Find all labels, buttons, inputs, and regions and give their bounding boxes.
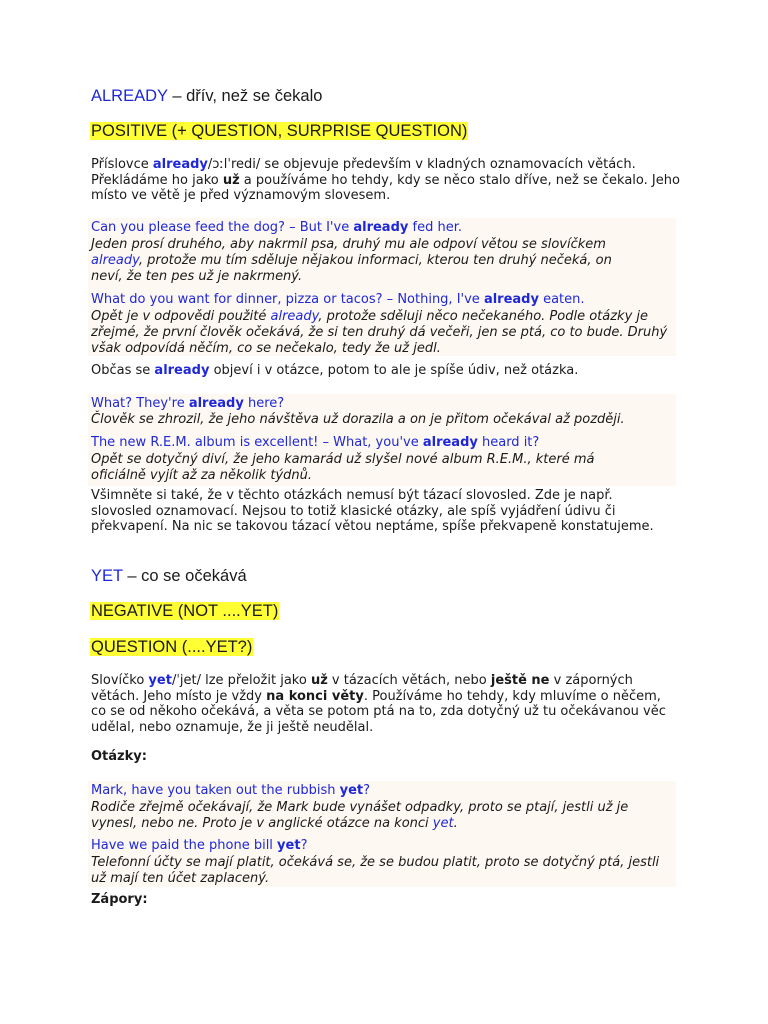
positive-subheading: POSITIVE (+ QUESTION, SURPRISE QUESTION) <box>91 122 468 140</box>
example-sentence: Have we paid the phone bill yet? <box>91 838 308 853</box>
yet-heading-keyword: YET <box>91 567 123 585</box>
example-sentence: What? They're already here? <box>91 396 285 411</box>
yet-heading-meaning: – co se očekává <box>122 567 247 585</box>
negatives-label: Zápory: <box>91 892 148 907</box>
example-sentence: Mark, have you taken out the rubbish yet? <box>91 783 371 798</box>
example-sentence: The new R.E.M. album is excellent! – What, you've already heard it? <box>91 435 540 450</box>
already-keyword: already <box>152 157 208 172</box>
negative-subheading: NEGATIVE (NOT ....YET) <box>91 602 279 620</box>
yet-intro-paragraph: Slovíčko yet/ˈjet/ lze přeložit jako už v tázacích větách, nebo ještě ne v záporných větách. Jeho místo je vždy na konci věty. Používáme ho tehdy, kdy mluvíme o něčem, co se od někoho očekává, a věta se potom ptá na to, zda dotyčný už tu očekávanou věc udělal, nebo oznamuje, že ji ještě neudělal. <box>91 673 666 735</box>
example-explanation: Rodiče zřejmě očekávají, že Mark bude vynášet odpadky, proto se ptají, jestli už je vynesl, nebo ne. Proto je v anglické otázce na konci yet. <box>91 800 629 831</box>
already-intro-paragraph: Příslovce already/ɔːlˈredi/ se objevuje především v kladných oznamovacích větách. Překládáme ho jako už a používáme ho tehdy, kdy se něco stalo dříve, než se čekalo. Jeho místo ve větě je před významovým slovesem. <box>91 157 680 203</box>
example-sentence: Can you please feed the dog? – But I've already fed her. <box>91 220 462 235</box>
word-order-note: Všimněte si také, že v těchto otázkách nemusí být tázací slovosled. Zde je např. slovosled oznamovací. Nejsou to totiž klasické otázky, ale spíš vyjádření údivu či překvapení. Na nic se takovou tázací větou neptáme, spíše překvapeně konstatujeme. <box>91 488 654 534</box>
example-explanation: Telefonní účty se mají platit, očekává se, že se budou platit, proto se dotyčný ptá, jestli už mají ten účet zaplacený. <box>91 855 660 886</box>
example-explanation: Jeden prosí druhého, aby nakrmil psa, druhý mu ale odpoví větou se slovíčkem already, protože mu tím sděluje nějakou informaci, kterou ten druhý nečeká, on neví, že ten pes už je nakrmený. <box>91 237 612 284</box>
yet-heading <box>91 566 247 586</box>
question-subheading: QUESTION (....YET?) <box>91 638 253 656</box>
already-heading-keyword: ALREADY <box>91 87 168 105</box>
example-sentence: What do you want for dinner, pizza or tacos? – Nothing, I've already eaten. <box>91 292 585 307</box>
example-explanation: Opět se dotyčný diví, že jeho kamarád už slyšel nové album R.E.M., které má oficiálně vyjít až za několik týdnů. <box>91 452 595 483</box>
example-explanation: Opět je v odpovědi použité already, protože sděluji něco nečekaného. Podle otázky je zřejmé, že první člověk očekává, že si ten druhý dá večeři, jen se ptá, co to bude. Druhý však odpovídá něčím, co se nečekalo, tedy že už jedl. <box>91 309 668 356</box>
already-heading <box>91 86 322 106</box>
yet-keyword: yet <box>148 673 172 688</box>
questions-label: Otázky: <box>91 749 147 764</box>
example-explanation: Člověk se zhrozil, že jeho návštěva už dorazila a on je přitom očekával až později. <box>91 412 625 427</box>
already-heading-meaning: – dřív, než se čekalo <box>167 87 323 105</box>
already-question-note: Občas se already objeví i v otázce, potom to ale je spíše údiv, než otázka. <box>91 363 579 378</box>
